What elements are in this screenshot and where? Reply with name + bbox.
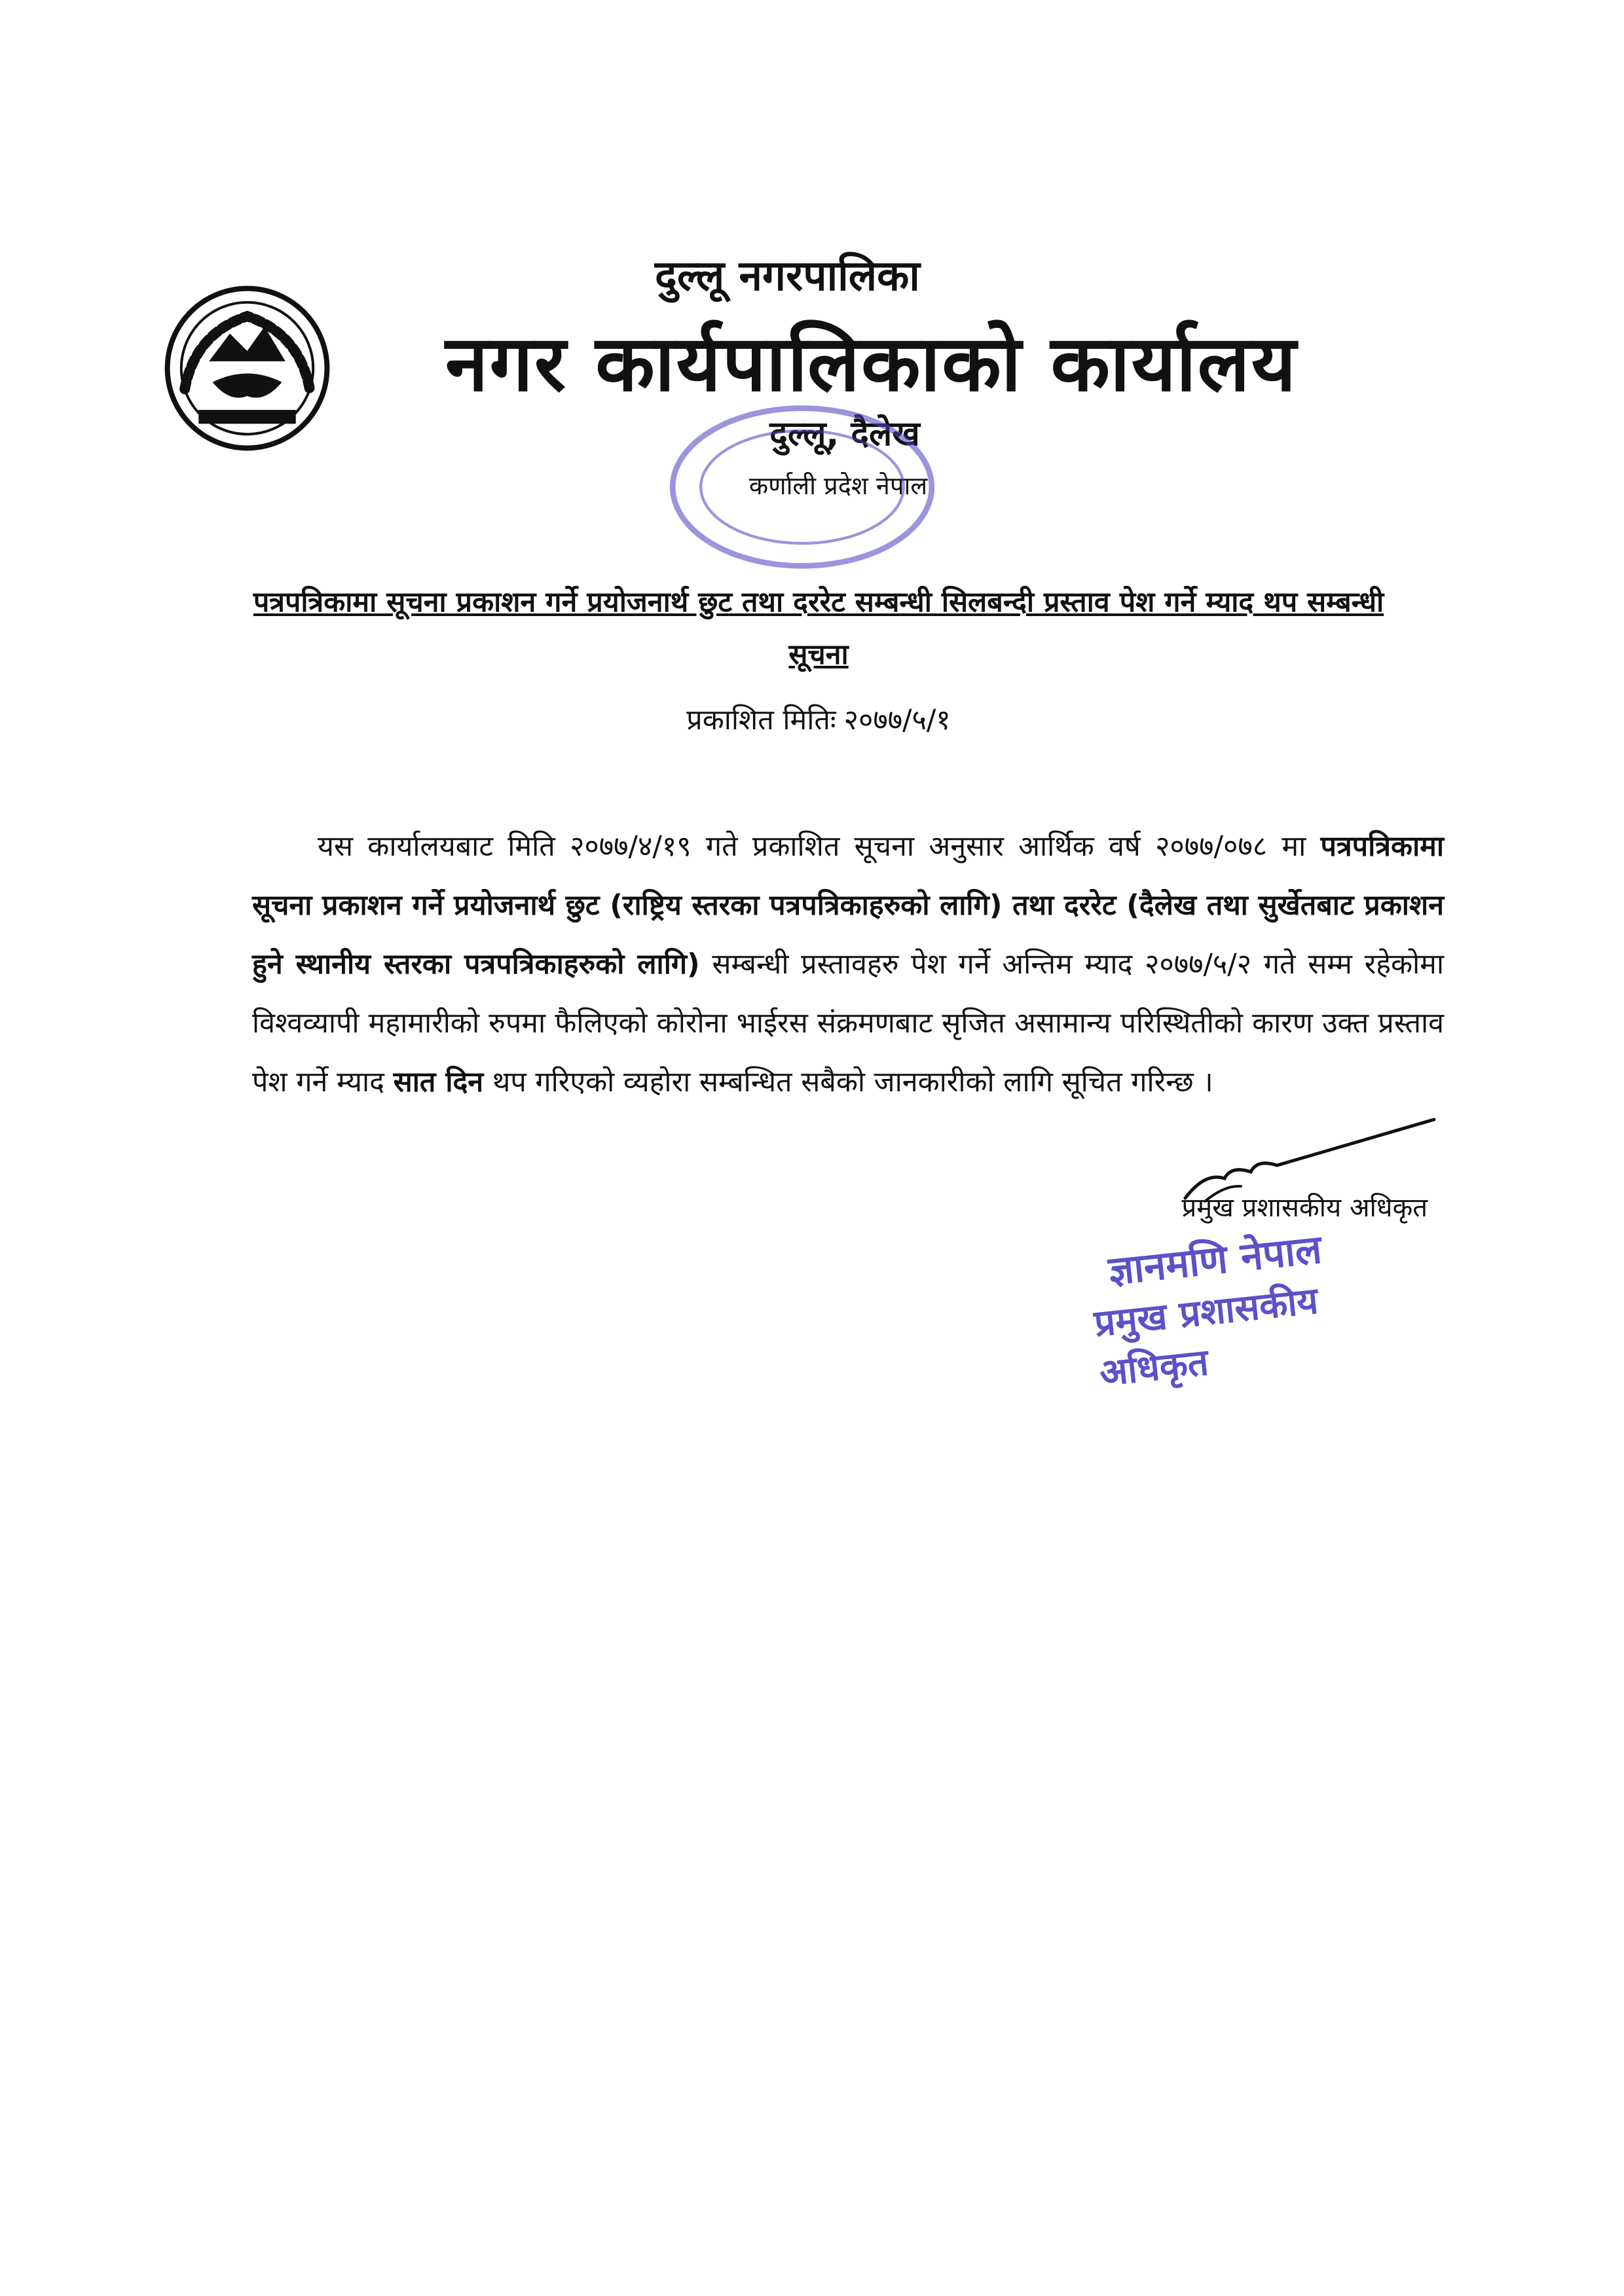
office-seal-stamp-icon bbox=[661, 399, 943, 576]
nepal-emblem-icon bbox=[160, 282, 334, 455]
body-text-part3: सम्बन्धी प्रस्तावहरु पेश गर्ने अन्तिम म्याद २०७७/५/२ गते सम्म रहेकोमा विश्वव्यापी महामारीको रुपमा फैलिएको कोरोना भाईरस संक्रमणबाट सृजित असामान्य परिस्थितीको कारण उक्त प्रस्ताव पेश गर्ने म्याद bbox=[252, 948, 1445, 1099]
notice-heading: पत्रपत्रिकामा सूचना प्रकाशन गर्ने प्रयोजनार्थ छुट तथा दररेट सम्बन्धी सिलबन्दी प्रस्ताव पेश गर्ने म्याद थप सम्बन्धी सूचना bbox=[253, 586, 1384, 671]
signatory-name-stamp bbox=[1086, 1215, 1415, 1399]
notice-body bbox=[252, 817, 1444, 1112]
office-title: नगर कार्यपालिकाको कार्यालय bbox=[445, 318, 1298, 409]
body-text-part5: थप गरिएको व्यहोरा सम्बन्धित सबैको जानकारीको लागि सूचित गरिन्छ । bbox=[483, 1066, 1213, 1099]
published-date-label: प्रकाशित मितिः bbox=[686, 704, 836, 737]
signatory-title: प्रमुख प्रशासकीय अधिकृत bbox=[1181, 1193, 1428, 1223]
office-address: दुल्लू, दैलेख bbox=[769, 414, 920, 454]
stamp-title: प्रमुख प्रशासकीय अधिकृत bbox=[1092, 1279, 1320, 1395]
body-text-bold-duration: सात दिन bbox=[393, 1066, 484, 1099]
published-date bbox=[589, 699, 1048, 738]
body-text-part1: यस कार्यालयबाट मिति २०७७/४/१९ गते प्रकाशित सूचना अनुसार आर्थिक वर्ष २०७७/०७८ मा bbox=[318, 830, 1321, 863]
office-province: कर्णाली प्रदेश नेपाल bbox=[748, 471, 928, 500]
body-text-bold-subject: पत्रपत्रिकामा सूचना प्रकाशन गर्ने प्रयोजनार्थ छुट (राष्ट्रिय स्तरका पत्रपत्रिकाहरुको लागि) तथा दररेट (दैलेख तथा सुर्खेतबाट प्रकाशन हुने स्थानीय स्तरका पत्रपत्रिकाहरुको लागि) bbox=[252, 830, 1444, 981]
municipality-name: दुल्लू नगरपालिका bbox=[655, 252, 920, 301]
published-date-value: २०७७/५/१ bbox=[843, 704, 951, 737]
stamp-name: ज्ञानमणि नेपाल bbox=[1106, 1226, 1324, 1295]
